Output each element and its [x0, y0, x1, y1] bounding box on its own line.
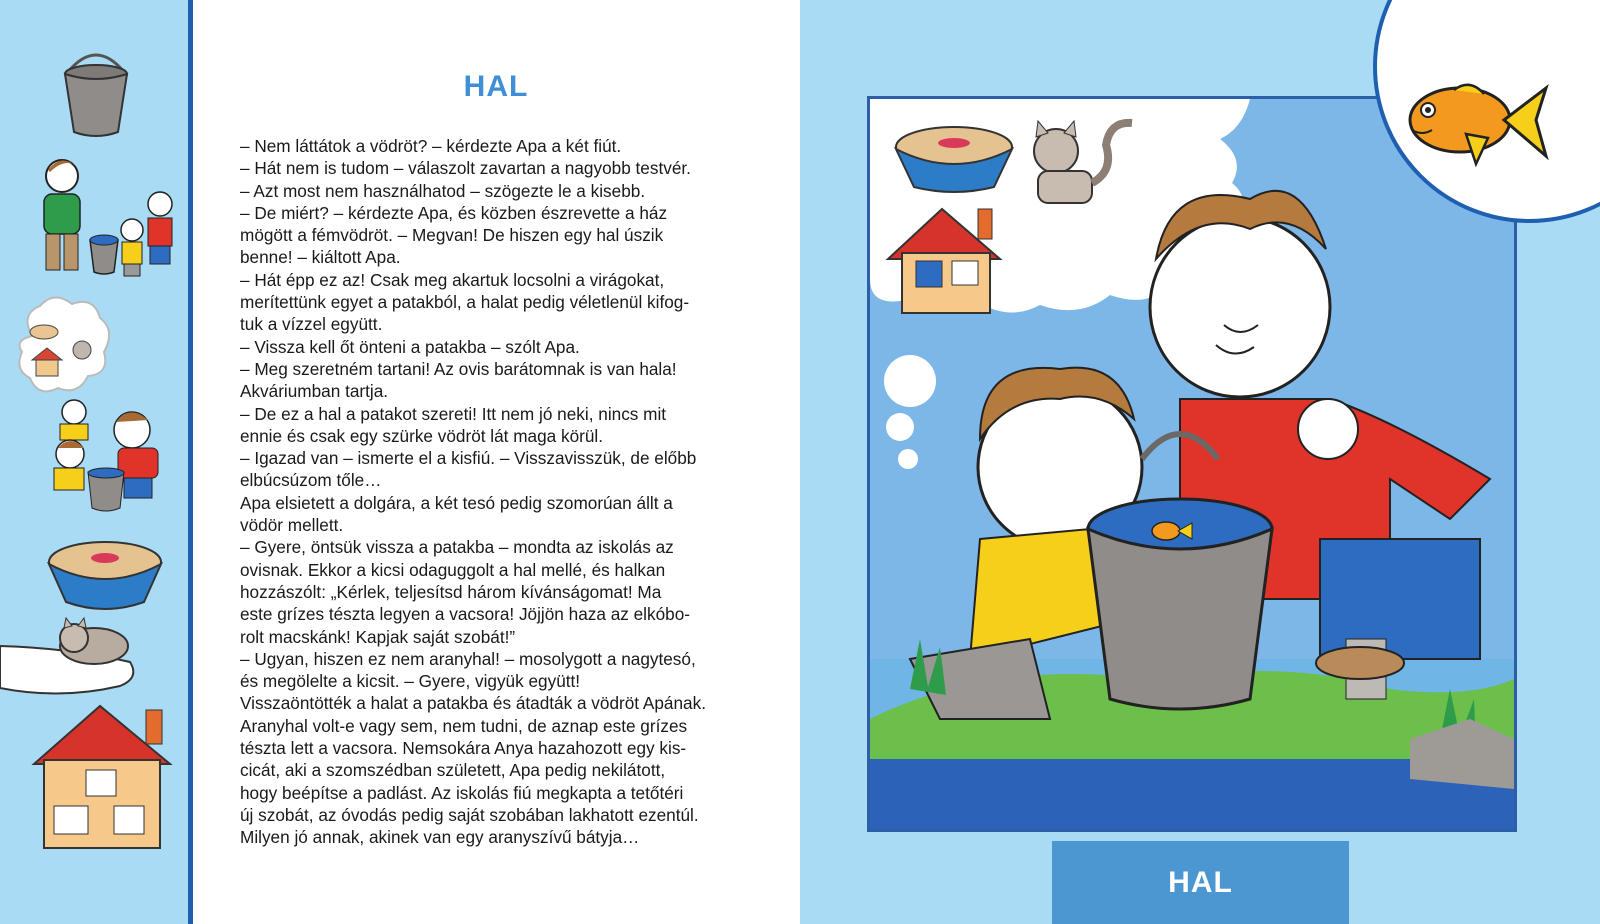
- story-line: elbúcsúzom tőle…: [240, 470, 382, 491]
- story-line: Aranyhal volt-e vagy sem, nem tudni, de aznap este grízes: [240, 715, 688, 736]
- story-line: tészta lett a vacsora. Nemsokára Anya hazahozott egy kis-: [240, 738, 687, 759]
- story-line: – Nem láttátok a vödröt? – kérdezte Apa a két fiút.: [240, 136, 622, 156]
- cat-in-hand-icon: [0, 608, 160, 696]
- story-line: hozzászólt: „Kérlek, teljesítsd három kívánságomat! Ma: [240, 581, 662, 602]
- story-line: rolt macskánk! Kapjak saját szobát!”: [240, 626, 516, 647]
- story-line: és megölelte a kicsit. – Gyere, vigyük együtt!: [240, 671, 581, 692]
- story-line: – Ugyan, hiszen ez nem aranyhal! – mosolygott a nagytesó,: [240, 648, 696, 669]
- story-line: ennie és csak egy szürke vödröt lát maga körül.: [240, 425, 604, 446]
- story-line: – Igazad van – ismerte el a kisfiú. – Visszavisszük, de előbb: [240, 448, 697, 469]
- story-title: HAL: [463, 70, 529, 103]
- story-line: – Vissza kell őt önteni a patakba – szólt Apa.: [240, 336, 580, 357]
- story-line: vödör mellett.: [240, 515, 344, 536]
- story-line: – Hát nem is tudom – válaszolt zavartan a nagyobb testvér.: [240, 158, 691, 179]
- story-line: merítettünk egyet a patakból, a halat pedig véletlenül kifog-: [240, 292, 690, 313]
- story-line: Akváriumban tartja.: [240, 381, 389, 402]
- story-line: – De ez a hal a patakot szereti! Itt nem jó neki, nincs mit: [240, 403, 667, 424]
- story-line: tuk a vízzel együtt.: [240, 314, 383, 335]
- story-line: Milyen jó annak, akinek van egy aranyszívű bátyja…: [240, 827, 640, 848]
- family-house-icon: [30, 702, 176, 852]
- story-line: este grízes tészta legyen a vacsora! Jöjjön haza az elkóbo-: [240, 604, 690, 625]
- boys-and-bucket-icon: [44, 396, 174, 516]
- goldfish-icon: [1404, 78, 1554, 168]
- story-line: – Meg szeretném tartani! Az ovis barátomnak is van hala!: [240, 358, 677, 379]
- story-page: [193, 0, 799, 924]
- story-line: – Azt most nem használhatod – szögezte le a kisebb.: [240, 180, 646, 201]
- story-text: [240, 135, 734, 849]
- dad-and-kids-icon: [20, 152, 180, 280]
- story-line: benne! – kiáltott Apa.: [240, 247, 401, 268]
- story-line: cicát, aki a szomszédban született, Apa pedig nekilátott,: [240, 760, 666, 781]
- story-line: hogy beépítse a padlást. Az iskolás fiú megkapta a tetőtéri: [240, 782, 684, 803]
- story-line: ovisnak. Ekkor a kicsi odaguggolt a hal mellé, és halkan: [240, 559, 666, 580]
- story-line: – Hát épp ez az! Csak meg akartuk locsolni a virágokat,: [240, 269, 665, 290]
- main-illustration: [867, 96, 1517, 832]
- noodle-bowl-icon: [44, 538, 166, 612]
- story-line: új szobát, az óvodás pedig saját szobában lakhatott ezentúl.: [240, 804, 699, 825]
- story-line: Visszaöntötték a halat a patakba és átadták a vödröt Apának.: [240, 693, 706, 714]
- story-line: – Gyere, öntsük vissza a patakba – mondta az iskolás az: [240, 537, 674, 558]
- illustration-label: HAL: [1052, 841, 1349, 924]
- illustration-page: [800, 0, 1600, 924]
- left-illustration-strip: [0, 0, 188, 924]
- bucket-icon: [58, 44, 134, 140]
- story-line: – De miért? – kérdezte Apa, és közben észrevette a ház: [240, 202, 668, 223]
- story-line: mögött a fémvödröt. – Megvan! De hiszen egy hal úszik: [240, 225, 664, 246]
- story-line: Apa elsietett a dolgára, a két tesó pedig szomorúan állt a: [240, 492, 673, 513]
